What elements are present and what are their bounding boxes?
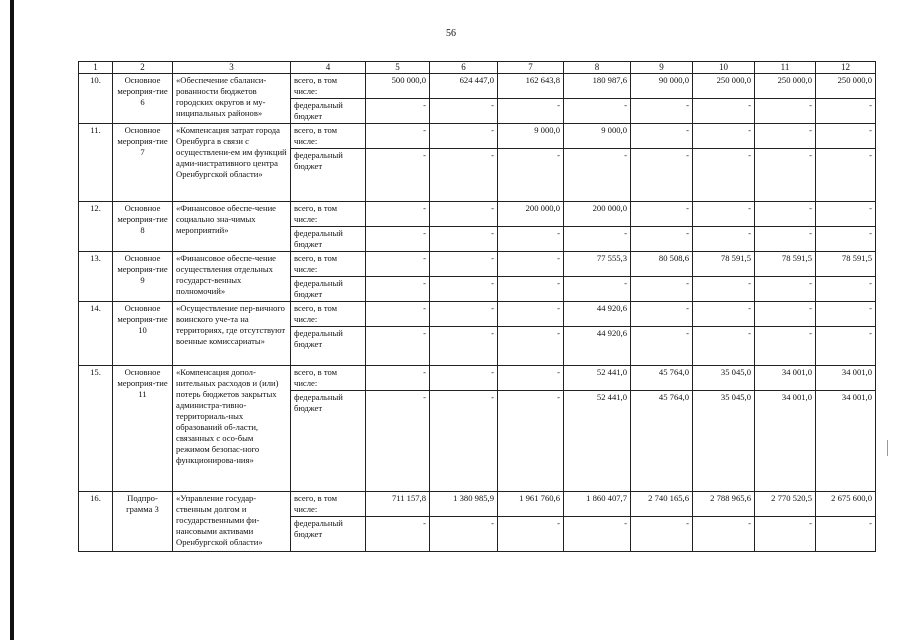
value-cell: - (430, 366, 498, 391)
value-cell: - (430, 124, 498, 149)
value-cell: - (366, 252, 430, 277)
value-cell: 52 441,0 (564, 391, 631, 492)
value-cell: 90 000,0 (631, 74, 693, 99)
value-cell: - (693, 149, 755, 202)
total-label: всего, в том числе: (291, 366, 366, 391)
value-cell: - (430, 277, 498, 302)
value-cell: - (816, 149, 876, 202)
value-cell: - (430, 202, 498, 227)
value-cell: - (430, 327, 498, 366)
value-cell: 1 380 985,9 (430, 492, 498, 517)
value-cell: - (366, 227, 430, 252)
value-cell: - (693, 99, 755, 124)
value-cell: - (755, 124, 816, 149)
value-cell: - (366, 149, 430, 202)
value-cell: 9 000,0 (498, 124, 564, 149)
value-cell: - (498, 302, 564, 327)
row-number: 10. (79, 74, 113, 124)
value-cell: - (564, 227, 631, 252)
page-number: 56 (446, 28, 456, 39)
row-name: «Обеспечение сбаланси-рованности бюджетов городских округов и му-ниципальных районов» (173, 74, 291, 124)
value-cell: 52 441,0 (564, 366, 631, 391)
value-cell: - (693, 124, 755, 149)
federal-label: федеральный бюджет (291, 517, 366, 552)
value-cell: - (693, 327, 755, 366)
row-name: «Компенсация затрат города Оренбурга в связи с осуществлени-ем им функций адми-нистративного центра Оренбургской области» (173, 124, 291, 202)
value-cell: - (816, 517, 876, 552)
value-cell: - (755, 227, 816, 252)
total-label: всего, в том числе: (291, 74, 366, 99)
col-header: 7 (498, 62, 564, 74)
value-cell: - (498, 327, 564, 366)
value-cell: 44 920,6 (564, 327, 631, 366)
value-cell: - (366, 366, 430, 391)
value-cell: 35 045,0 (693, 391, 755, 492)
value-cell: - (816, 302, 876, 327)
col-header: 2 (113, 62, 173, 74)
value-cell: - (755, 517, 816, 552)
value-cell: - (755, 327, 816, 366)
value-cell: - (366, 391, 430, 492)
col-header: 8 (564, 62, 631, 74)
value-cell: - (366, 302, 430, 327)
row-name: «Осуществление пер-вичного воинского уче-та на территориях, где отсутствуют военные комиссариаты» (173, 302, 291, 366)
value-cell: 9 000,0 (564, 124, 631, 149)
value-cell: - (631, 149, 693, 202)
value-cell: - (631, 327, 693, 366)
col-header: 1 (79, 62, 113, 74)
value-cell: 34 001,0 (816, 391, 876, 492)
value-cell: - (693, 517, 755, 552)
value-cell: - (631, 302, 693, 327)
value-cell: 44 920,6 (564, 302, 631, 327)
value-cell: - (430, 517, 498, 552)
value-cell: - (498, 391, 564, 492)
value-cell: - (366, 517, 430, 552)
value-cell: - (498, 252, 564, 277)
value-cell: - (755, 99, 816, 124)
value-cell: - (693, 227, 755, 252)
col-header: 11 (755, 62, 816, 74)
value-cell: - (366, 327, 430, 366)
federal-label: федеральный бюджет (291, 391, 366, 492)
value-cell: - (564, 277, 631, 302)
value-cell: - (631, 277, 693, 302)
table-row (79, 124, 876, 149)
row-type: Подпро-грамма 3 (113, 492, 173, 552)
value-cell: 35 045,0 (693, 366, 755, 391)
total-label: всего, в том числе: (291, 302, 366, 327)
value-cell: - (693, 202, 755, 227)
value-cell: 2 740 165,6 (631, 492, 693, 517)
col-header: 12 (816, 62, 876, 74)
value-cell: 34 001,0 (755, 391, 816, 492)
value-cell: - (755, 149, 816, 202)
value-cell: 624 447,0 (430, 74, 498, 99)
value-cell: - (755, 277, 816, 302)
value-cell: 1 961 760,6 (498, 492, 564, 517)
col-header: 6 (430, 62, 498, 74)
value-cell: - (366, 124, 430, 149)
value-cell: 34 001,0 (816, 366, 876, 391)
value-cell: - (693, 302, 755, 327)
scan-mark (887, 440, 888, 456)
value-cell: - (631, 124, 693, 149)
value-cell: - (816, 202, 876, 227)
row-number: 16. (79, 492, 113, 552)
value-cell: 45 764,0 (631, 366, 693, 391)
federal-label: федеральный бюджет (291, 277, 366, 302)
value-cell: - (816, 227, 876, 252)
value-cell: - (366, 99, 430, 124)
total-label: всего, в том числе: (291, 252, 366, 277)
value-cell: - (564, 99, 631, 124)
total-label: всего, в том числе: (291, 124, 366, 149)
row-number: 14. (79, 302, 113, 366)
row-type: Основное мероприя-тие 11 (113, 366, 173, 492)
value-cell: - (564, 517, 631, 552)
col-header: 10 (693, 62, 755, 74)
value-cell: - (366, 202, 430, 227)
row-type: Основное мероприя-тие 6 (113, 74, 173, 124)
table-row (79, 74, 876, 99)
col-header: 5 (366, 62, 430, 74)
value-cell: 711 157,8 (366, 492, 430, 517)
value-cell: - (430, 302, 498, 327)
value-cell: - (498, 277, 564, 302)
value-cell: - (693, 277, 755, 302)
value-cell: 2 788 965,6 (693, 492, 755, 517)
row-number: 15. (79, 366, 113, 492)
value-cell: - (498, 227, 564, 252)
value-cell: 34 001,0 (755, 366, 816, 391)
row-number: 12. (79, 202, 113, 252)
value-cell: 77 555,3 (564, 252, 631, 277)
value-cell: - (816, 99, 876, 124)
row-name: «Управление государ-ственным долгом и государственными фи-нансовыми активами Оренбургской области» (173, 492, 291, 552)
value-cell: - (816, 277, 876, 302)
value-cell: 180 987,6 (564, 74, 631, 99)
value-cell: 78 591,5 (816, 252, 876, 277)
value-cell: 78 591,5 (755, 252, 816, 277)
scan-edge-bar (10, 0, 14, 640)
header-row (79, 62, 876, 74)
value-cell: 250 000,0 (755, 74, 816, 99)
value-cell: - (430, 227, 498, 252)
value-cell: - (564, 149, 631, 202)
table-row (79, 252, 876, 277)
total-label: всего, в том числе: (291, 202, 366, 227)
value-cell: 80 508,6 (631, 252, 693, 277)
row-number: 13. (79, 252, 113, 302)
federal-label: федеральный бюджет (291, 327, 366, 366)
federal-label: федеральный бюджет (291, 149, 366, 202)
row-type: Основное мероприя-тие 7 (113, 124, 173, 202)
value-cell: 78 591,5 (693, 252, 755, 277)
value-cell: - (430, 99, 498, 124)
total-label: всего, в том числе: (291, 492, 366, 517)
value-cell: - (498, 149, 564, 202)
value-cell: - (498, 99, 564, 124)
value-cell: 1 860 407,7 (564, 492, 631, 517)
table-row (79, 202, 876, 227)
value-cell: 2 675 600,0 (816, 492, 876, 517)
table-row (79, 366, 876, 391)
table-row (79, 302, 876, 327)
federal-label: федеральный бюджет (291, 227, 366, 252)
value-cell: - (430, 391, 498, 492)
row-number: 11. (79, 124, 113, 202)
value-cell: 2 770 520,5 (755, 492, 816, 517)
value-cell: 200 000,0 (498, 202, 564, 227)
row-name: «Компенсация допол-нительных расходов и (или) потерь бюджетов закрытых администра-тивно-территориаль-ных образований об-ласти, связанных с осо-бым режимом безопас-ного функционирова-ния» (173, 366, 291, 492)
value-cell: 200 000,0 (564, 202, 631, 227)
value-cell: - (631, 517, 693, 552)
value-cell: - (498, 517, 564, 552)
value-cell: - (631, 99, 693, 124)
row-type: Основное мероприя-тие 8 (113, 202, 173, 252)
value-cell: - (631, 227, 693, 252)
value-cell: 250 000,0 (693, 74, 755, 99)
value-cell: - (755, 202, 816, 227)
value-cell: 500 000,0 (366, 74, 430, 99)
federal-label: федеральный бюджет (291, 99, 366, 124)
row-name: «Финансовое обеспе-чение социально зна-чимых мероприятий» (173, 202, 291, 252)
value-cell: 45 764,0 (631, 391, 693, 492)
value-cell: - (755, 302, 816, 327)
value-cell: - (430, 149, 498, 202)
col-header: 9 (631, 62, 693, 74)
row-type: Основное мероприя-тие 9 (113, 252, 173, 302)
col-header: 3 (173, 62, 291, 74)
value-cell: - (430, 252, 498, 277)
col-header: 4 (291, 62, 366, 74)
value-cell: 162 643,8 (498, 74, 564, 99)
table-row (79, 492, 876, 517)
value-cell: - (366, 277, 430, 302)
value-cell: - (816, 124, 876, 149)
row-name: «Финансовое обеспе-чение осуществления отдельных государст-венных полномочий» (173, 252, 291, 302)
value-cell: - (816, 327, 876, 366)
value-cell: 250 000,0 (816, 74, 876, 99)
value-cell: - (631, 202, 693, 227)
value-cell: - (498, 366, 564, 391)
budget-table (78, 61, 876, 552)
row-type: Основное мероприя-тие 10 (113, 302, 173, 366)
